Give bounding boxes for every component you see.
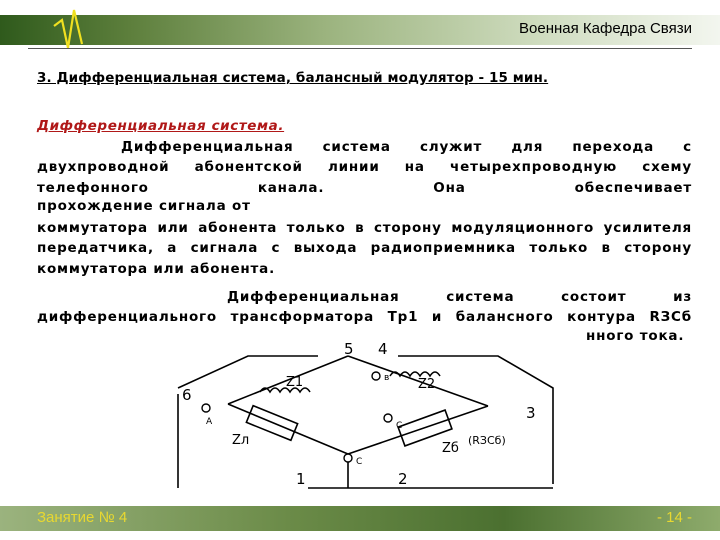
label-z1: Z1 bbox=[286, 375, 304, 390]
section-heading: 3. Дифференциальная система, балансный модулятор - 15 мин. bbox=[37, 70, 549, 86]
label-z2: Z2 bbox=[418, 377, 436, 392]
header-title: Военная Кафедра Связи bbox=[519, 20, 692, 37]
paragraph-composition: Дифференциальная система состоит из дифференциального трансформатора Тр1 и балансного контура RЗСб bbox=[37, 289, 692, 326]
terminal-5: 5 bbox=[344, 340, 354, 358]
header-divider bbox=[28, 48, 692, 49]
label-zb-note: (RЗСб) bbox=[468, 434, 506, 447]
footer-lesson: Занятие № 4 bbox=[37, 509, 128, 526]
label-node-c-bottom: С bbox=[356, 457, 363, 467]
terminal-2: 2 bbox=[398, 470, 408, 488]
paragraph-signal-path: коммутатора или абонента только в сторону модуляционного усилителя передатчика, а сигнала с выхода радиоприемника только в сторону коммутатора или абонента. bbox=[37, 220, 692, 277]
footer-page-number: - 14 - bbox=[656, 509, 692, 526]
terminal-1: 1 bbox=[296, 470, 306, 488]
label-node-c-top: С bbox=[396, 421, 403, 431]
label-node-a: А bbox=[206, 417, 213, 427]
label-zl: Zл bbox=[232, 433, 250, 448]
signal-bolt-icon bbox=[52, 6, 86, 62]
subsection-heading: Дифференциальная система. bbox=[37, 118, 285, 134]
label-node-b: в bbox=[384, 373, 390, 383]
paragraph-purpose: Дифференциальная система служит для перехода с двухпроводной абонентской линии на четырехпроводную схему телефонного канала. Она обеспечивает bbox=[37, 139, 692, 196]
paragraph-composition-tail: нного тока. bbox=[586, 328, 685, 344]
paragraph-purpose-tail: прохождение сигнала от bbox=[37, 198, 251, 214]
terminal-6: 6 bbox=[182, 386, 192, 404]
label-zb: Zб bbox=[442, 441, 459, 456]
terminal-4: 4 bbox=[378, 340, 388, 358]
terminal-3: 3 bbox=[526, 404, 536, 422]
differential-system-diagram bbox=[168, 336, 568, 496]
